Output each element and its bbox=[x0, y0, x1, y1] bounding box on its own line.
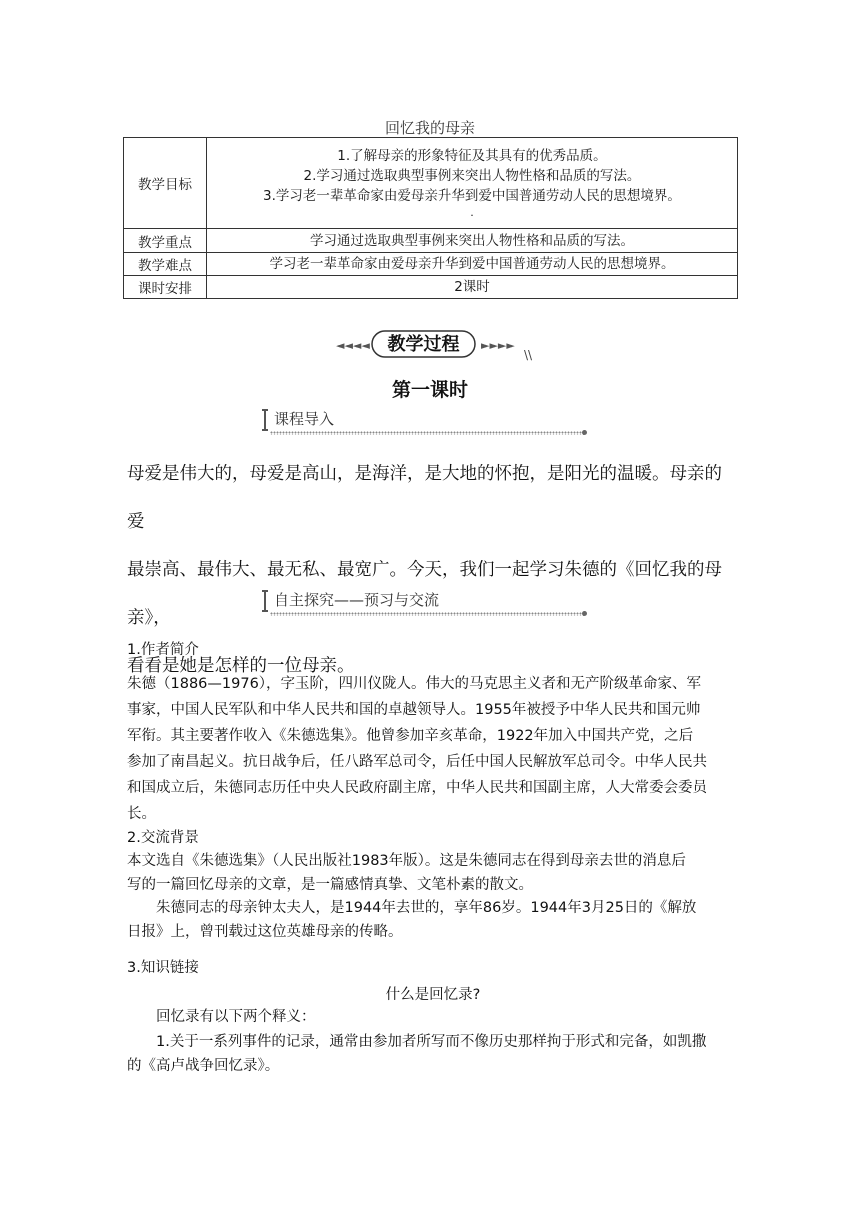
bracket-icon bbox=[264, 590, 266, 612]
stray-mark: \\ bbox=[524, 348, 533, 362]
bracket-icon bbox=[264, 409, 266, 431]
knowledge-intro: 回忆录有以下两个释义： bbox=[156, 1009, 316, 1025]
table-row bbox=[124, 253, 738, 276]
author-line: 军衔。其主要著作收入《朱德选集》。他曾参加辛亥革命，1922年加入中国共产党，之后 bbox=[127, 728, 694, 744]
author-line: 事家，中国人民军队和中华人民共和国的卓越领导人。1955年被授予中华人民共和国元帅 bbox=[127, 702, 701, 718]
knowledge-line: 1.关于一系列事件的记录，通常由参加者所写而不像历史那样拘于形式和完备，如凯撒 bbox=[156, 1034, 707, 1050]
lesson-title: 第一课时 bbox=[391, 379, 468, 401]
table-row bbox=[124, 138, 738, 229]
section-heading-text: 课程导入 bbox=[274, 410, 335, 428]
row-label: 教学难点 bbox=[124, 253, 207, 276]
table-row bbox=[124, 276, 738, 299]
document-title: 回忆我的母亲 bbox=[384, 119, 475, 137]
knowledge-question: 什么是回忆录? bbox=[385, 987, 481, 1003]
section-heading-text: 自主探究——预习与交流 bbox=[274, 591, 440, 609]
knowledge-item bbox=[127, 1031, 739, 1078]
intro-line: 母爱是伟大的，母爱是高山，是海洋，是大地的怀抱，是阳光的温暖。母亲的爱 bbox=[127, 464, 722, 532]
dot-end-icon bbox=[582, 611, 587, 616]
banner-text: 教学过程 bbox=[387, 334, 460, 355]
row-content bbox=[207, 138, 738, 229]
row-content: 学习老一辈革命家由爱母亲升华到爱中国普通劳动人民的思想境界。 bbox=[207, 253, 738, 276]
table-row bbox=[124, 229, 738, 253]
intro-line: 看看是她是怎样的一位母亲。 bbox=[127, 656, 355, 676]
teaching-process-banner bbox=[336, 329, 516, 359]
background-line: 朱德同志的母亲钟太夫人，是1944年去世的，享年86岁。1944年3月25日的《解放 bbox=[156, 900, 697, 916]
background-line: 日报》上，曾刊载过这位英雄母亲的传略。 bbox=[127, 923, 403, 940]
author-line: 长。 bbox=[127, 806, 156, 822]
section-heading-intro bbox=[260, 406, 584, 434]
author-line: 参加了南昌起义。抗日战争后，任八路军总司令，后任中国人民解放军总司令。中华人民共 bbox=[127, 754, 707, 770]
background-line: 写的一篇回忆母亲的文章，是一篇感情真挚、文笔朴素的散文。 bbox=[127, 876, 533, 893]
author-paragraph bbox=[127, 671, 739, 827]
row-content: 学习通过选取典型事例来突出人物性格和品质的写法。 bbox=[207, 229, 738, 253]
section-heading-explore bbox=[260, 587, 584, 615]
row-label: 教学重点 bbox=[124, 229, 207, 253]
goal-line: 3.学习老一辈革命家由爱母亲升华到爱中国普通劳动人民的思想境界。 bbox=[263, 188, 681, 204]
dot-end-icon bbox=[582, 430, 587, 435]
intro-line: 最崇高、最伟大、最无私、最宽广。今天，我们一起学习朱德的《回忆我的母亲》， bbox=[127, 560, 722, 628]
knowledge-heading: 3.知识链接 bbox=[127, 960, 199, 976]
knowledge-line: 的《高卢战争回忆录》。 bbox=[127, 1057, 280, 1074]
goal-line: 1.了解母亲的形象特征及其具有的优秀品质。 bbox=[337, 148, 607, 164]
background-paragraph bbox=[127, 850, 739, 944]
left-arrows-icon: ◄◄◄◄ bbox=[336, 339, 370, 352]
teaching-goals-table bbox=[123, 137, 738, 299]
row-content: 2课时 bbox=[207, 276, 738, 299]
row-label: 课时安排 bbox=[124, 276, 207, 299]
author-line: 和国成立后，朱德同志历任中央人民政府副主席，中华人民共和国副主席，人大常委会委员 bbox=[127, 780, 707, 796]
background-line: 本文选自《朱德选集》（人民出版社1983年版）。这是朱德同志在得到母亲去世的消息后 bbox=[127, 853, 686, 869]
right-arrows-icon: ►►►► bbox=[481, 339, 515, 352]
dotted-rule bbox=[270, 612, 584, 616]
background-heading: 2.交流背景 bbox=[127, 830, 199, 846]
dotted-rule bbox=[270, 431, 584, 435]
goal-line: 2.学习通过选取典型事例来突出人物性格和品质的写法。 bbox=[303, 168, 641, 184]
author-heading: 1.作者简介 bbox=[127, 642, 199, 658]
goal-line: . bbox=[470, 206, 474, 219]
author-line: 朱德（1886—1976），字玉阶，四川仪陇人。伟大的马克思主义者和无产阶级革命家、军 bbox=[127, 676, 702, 692]
row-label: 教学目标 bbox=[124, 138, 207, 229]
